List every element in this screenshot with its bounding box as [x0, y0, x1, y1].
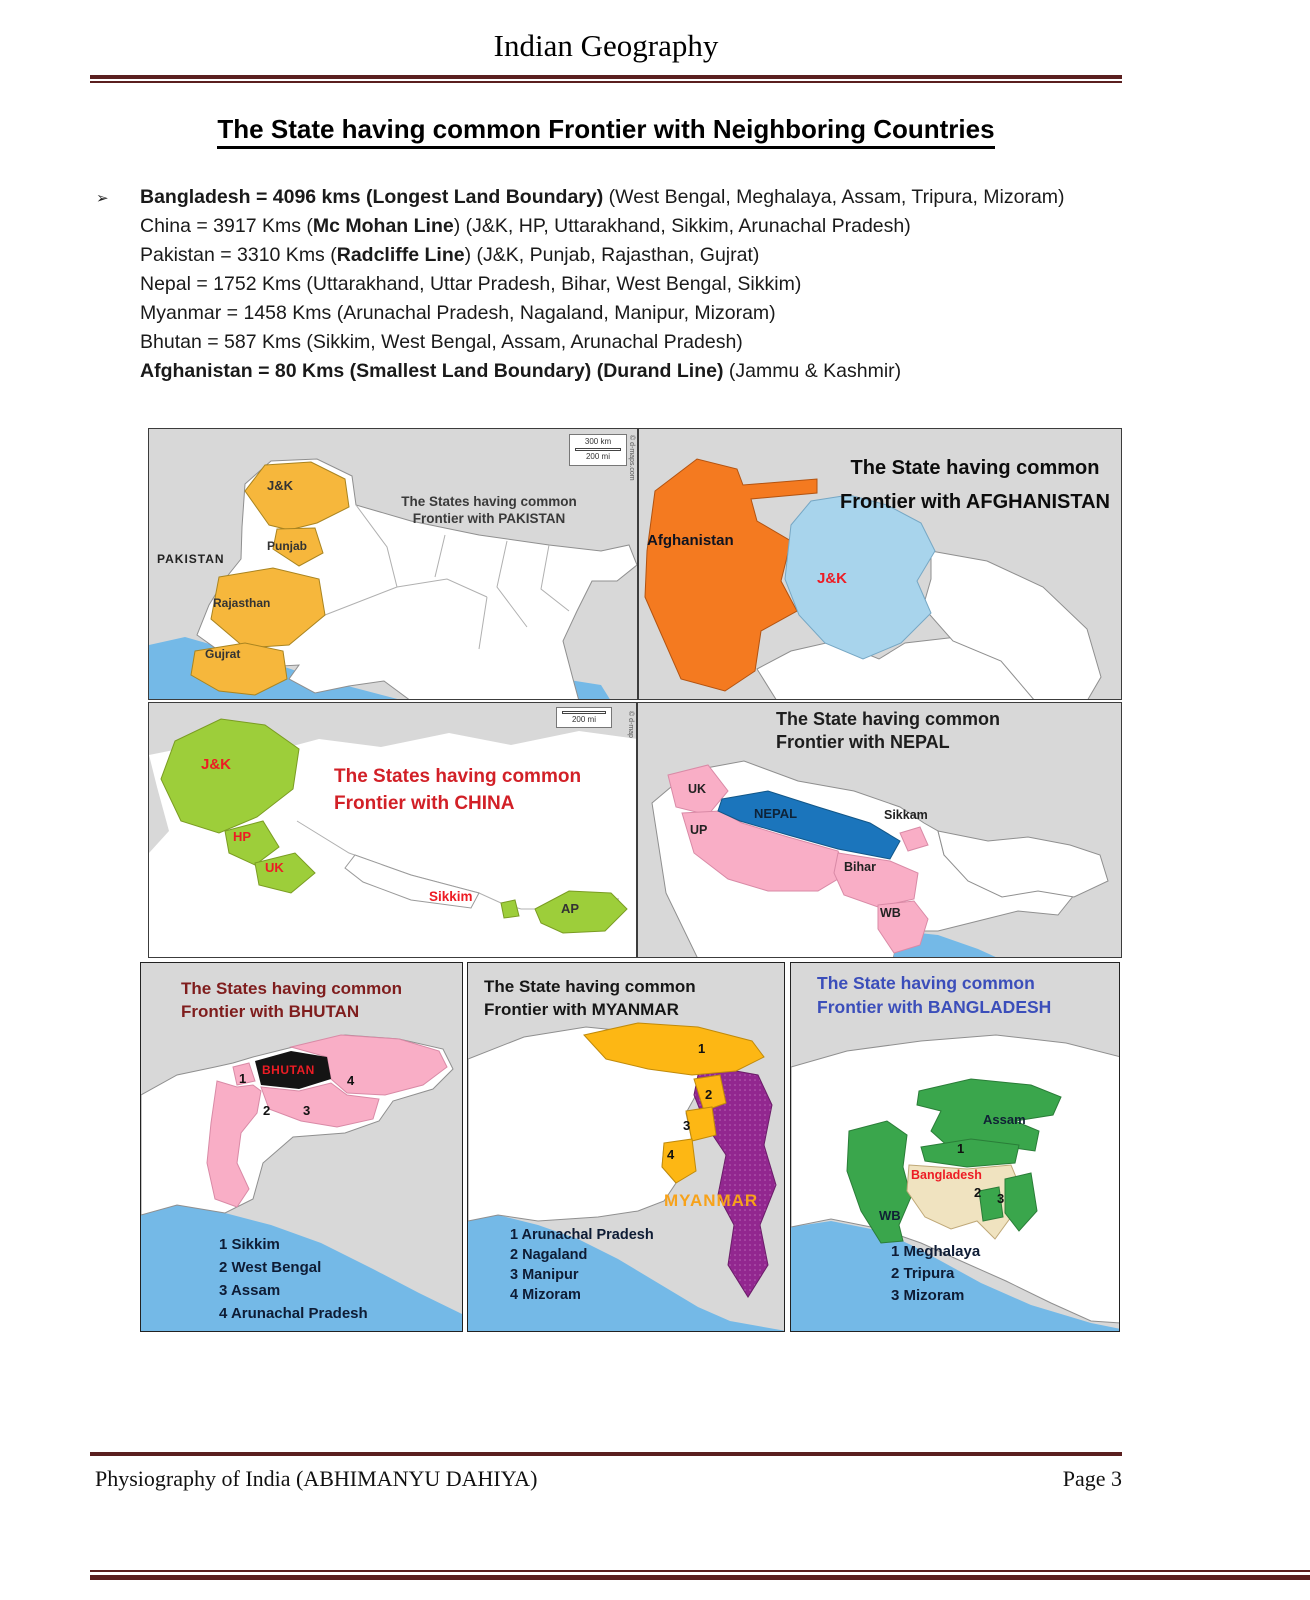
- map-title-line2: Frontier with AFGHANISTAN: [840, 491, 1110, 513]
- myanmar-legend: [510, 1225, 654, 1305]
- map-panel-china: [148, 702, 637, 958]
- scale-bar: [575, 448, 621, 451]
- legend-line: 2 West Bengal: [219, 1259, 322, 1276]
- boundary-segment: ) (J&K, Punjab, Rajasthan, Gujrat): [464, 244, 760, 266]
- map-panel-pakistan: [148, 428, 638, 700]
- boundary-segment: Nepal = 1752 Kms (Uttarakhand, Uttar Pradesh, Bihar, West Bengal, Sikkim): [140, 273, 802, 295]
- label-afghanistan: Afghanistan: [647, 532, 734, 549]
- legend-line: 3 Manipur: [510, 1267, 579, 1283]
- marker-2: 2: [974, 1185, 982, 1200]
- map-title-line1: The State having common: [484, 977, 696, 996]
- myanmar-map-title: [484, 975, 696, 1021]
- footer-page-number: Page 3: [1062, 1466, 1122, 1491]
- header-rule-thin: [90, 81, 1122, 83]
- boundary-line: [140, 183, 1124, 212]
- map-title-line1: The States having common: [181, 979, 403, 998]
- legend-line: 2 Nagaland: [510, 1247, 588, 1263]
- marker-4: 4: [347, 1073, 355, 1088]
- scale-box: [569, 434, 627, 466]
- footer-left-text: Physiography of India (ABHIMANYU DAHIYA): [95, 1466, 538, 1491]
- label-nepal: NEPAL: [754, 806, 798, 821]
- state-manipur-shape: [686, 1107, 716, 1141]
- label-jk: J&K: [267, 478, 294, 493]
- map-title-line1: The State having common: [776, 709, 1001, 729]
- label-myanmar: MYANMAR: [664, 1191, 759, 1210]
- marker-2: 2: [263, 1103, 271, 1118]
- marker-4: 4: [667, 1147, 675, 1162]
- boundary-segment: Bhutan = 587 Kms (Sikkim, West Bengal, Assam, Arunachal Pradesh): [140, 331, 743, 353]
- scale-box: [556, 707, 612, 728]
- label-wb: WB: [879, 1208, 901, 1223]
- page-title-text: The State having common Frontier with Neighboring Countries: [217, 114, 994, 149]
- map-title-line2: Frontier with BHUTAN: [181, 1002, 360, 1021]
- legend-line: 4 Arunachal Pradesh: [219, 1305, 368, 1322]
- map-title-line1: The States having common: [334, 766, 582, 787]
- label-rajasthan: Rajasthan: [213, 596, 271, 610]
- map-title-line1: The State having common: [817, 973, 1035, 993]
- page-title: [90, 114, 1122, 145]
- map-title-line1: The State having common: [850, 457, 1100, 479]
- bottom-rule-thick: [90, 1575, 1310, 1580]
- marker-1: 1: [957, 1141, 965, 1156]
- map-panel-nepal: [637, 702, 1122, 958]
- map-credit: © d-maps.com: [628, 435, 635, 481]
- bangladesh-legend: [891, 1241, 980, 1307]
- label-bhutan: BHUTAN: [262, 1063, 315, 1077]
- scale-label: 200 mi: [571, 715, 596, 724]
- boundary-segment: Afghanistan = 80 Kms (Smallest Land Boundary) (Durand Line): [140, 360, 724, 382]
- map-title-line2: Frontier with PAKISTAN: [412, 511, 566, 526]
- legend-line: 1 Meghalaya: [891, 1243, 981, 1260]
- scale-bar: [562, 711, 606, 714]
- boundary-segment: Radcliffe Line: [336, 244, 465, 266]
- boundary-line: [140, 241, 1124, 270]
- label-assam: Assam: [983, 1112, 1026, 1127]
- pakistan-map-title: [399, 493, 579, 527]
- header-rule-thick: [90, 75, 1122, 79]
- label-punjab: Punjab: [267, 539, 308, 553]
- china-map-graphic: [149, 703, 637, 958]
- map-title-line2: Frontier with NEPAL: [776, 732, 950, 752]
- boundary-line: [140, 328, 1124, 357]
- label-uk: UK: [688, 782, 707, 796]
- map-panel-myanmar: [467, 962, 785, 1332]
- legend-line: 3 Mizoram: [891, 1287, 965, 1304]
- boundary-segment: ) (J&K, HP, Uttarakhand, Sikkim, Arunachal Pradesh): [453, 215, 911, 237]
- boundary-list: [140, 183, 1124, 386]
- marker-3: 3: [997, 1191, 1005, 1206]
- bhutan-map-title: [181, 977, 402, 1023]
- boundary-segment: Mc Mohan Line: [312, 215, 454, 237]
- boundary-line: [140, 299, 1124, 328]
- boundary-segment: (West Bengal, Meghalaya, Assam, Tripura, Mizoram): [603, 186, 1065, 208]
- legend-line: 1 Arunachal Pradesh: [510, 1227, 654, 1243]
- nepal-map-title: [776, 708, 1000, 754]
- map-panel-bangladesh: [790, 962, 1120, 1332]
- header-rule: [90, 75, 1122, 83]
- scale-bottom: 200 mi: [585, 452, 610, 462]
- legend-line: 3 Assam: [219, 1282, 281, 1299]
- legend-line: 4 Mizoram: [510, 1287, 581, 1303]
- map-title-line2: Frontier with BANGLADESH: [817, 997, 1052, 1017]
- label-bangladesh: Bangladesh: [911, 1168, 982, 1182]
- boundary-segment: Bangladesh = 4096 kms (Longest Land Boundary): [140, 186, 604, 208]
- marker-3: 3: [303, 1103, 311, 1118]
- marker-1: 1: [239, 1071, 247, 1086]
- marker-3: 3: [683, 1118, 691, 1133]
- label-bihar: Bihar: [844, 860, 876, 874]
- boundary-segment: (Jammu & Kashmir): [723, 360, 902, 382]
- label-wb: WB: [880, 906, 901, 920]
- label-uk: UK: [265, 860, 284, 875]
- label-ap: AP: [561, 901, 580, 916]
- boundary-line: [140, 212, 1124, 241]
- label-pakistan: PAKISTAN: [157, 552, 225, 566]
- bullet-arrow-icon: ➢: [96, 190, 109, 207]
- marker-1: 1: [698, 1041, 706, 1056]
- bottom-rule-thin: [90, 1570, 1310, 1572]
- bhutan-legend: [219, 1233, 368, 1325]
- label-sikkim: Sikkim: [429, 889, 473, 904]
- label-gujrat: Gujrat: [205, 647, 241, 661]
- map-title-line2: Frontier with CHINA: [334, 793, 515, 814]
- footer-rule: [90, 1452, 1122, 1456]
- china-map-title: [334, 763, 581, 817]
- boundary-segment: China = 3917 Kms (: [140, 215, 313, 237]
- boundary-line: [140, 270, 1124, 299]
- afghanistan-map-title: [839, 451, 1111, 519]
- boundary-line: [140, 357, 1124, 386]
- label-jk: J&K: [817, 570, 848, 587]
- scale-top: 300 km: [584, 437, 612, 446]
- legend-line: 1 Sikkim: [219, 1236, 280, 1253]
- bottom-rule: [90, 1570, 1310, 1580]
- bangladesh-map-title: [817, 971, 1051, 1019]
- doc-header-title: Indian Geography: [493, 28, 719, 63]
- marker-2: 2: [705, 1087, 713, 1102]
- label-up: UP: [690, 823, 708, 837]
- label-jk: J&K: [201, 756, 232, 773]
- boundary-segment: Pakistan = 3310 Kms (: [140, 244, 337, 266]
- boundary-segment: Myanmar = 1458 Kms (Arunachal Pradesh, Nagaland, Manipur, Mizoram): [140, 302, 776, 324]
- map-panel-bhutan: [140, 962, 463, 1332]
- map-title-line2: Frontier with MYANMAR: [484, 1000, 679, 1019]
- map-title-line1: The States having common: [401, 494, 577, 509]
- label-sikkam: Sikkam: [884, 808, 928, 822]
- label-hp: HP: [233, 829, 252, 844]
- map-credit: © d-map: [627, 711, 634, 738]
- legend-line: 2 Tripura: [891, 1265, 955, 1282]
- map-panel-afghanistan: [638, 428, 1122, 700]
